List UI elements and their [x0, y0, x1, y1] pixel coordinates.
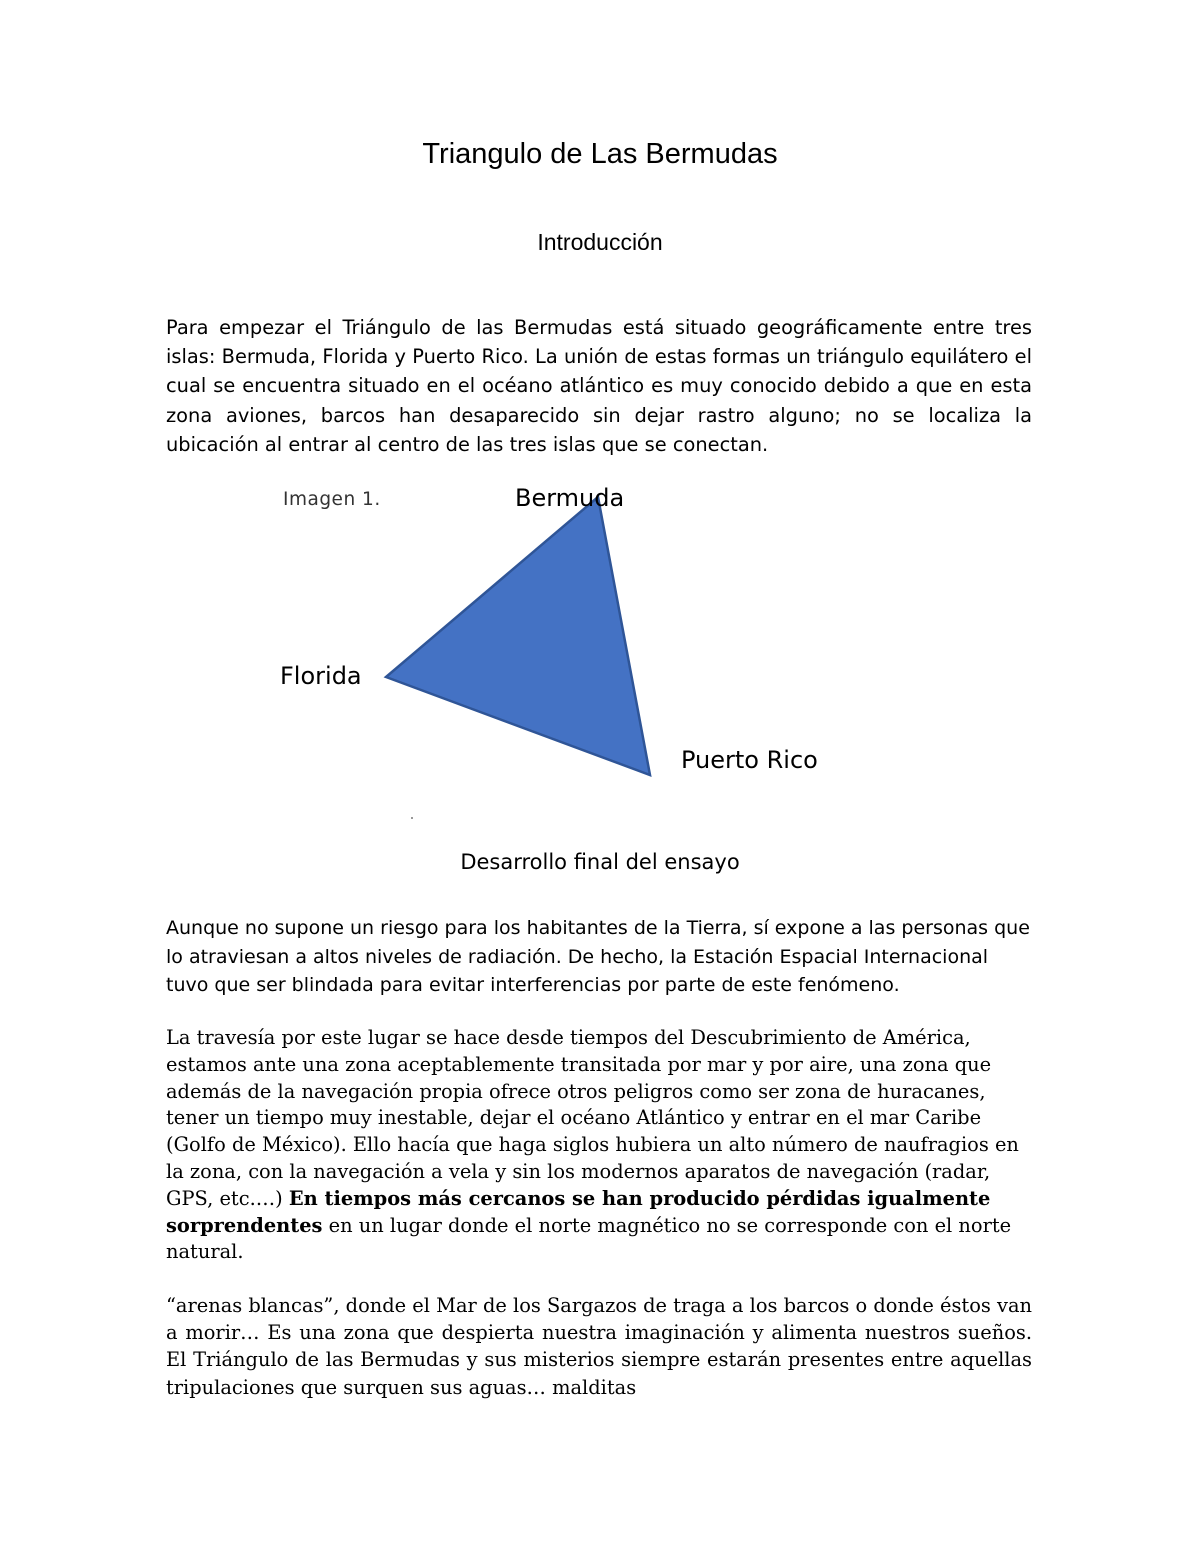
paragraph-closing: “arenas blancas”, donde el Mar de los Sargazos de traga a los barcos o donde éstos van a morir… Es una zona que despierta nuestra imaginación y alimenta nuestros sueños. El Triángulo de las Bermudas y sus misterios siempre estarán presentes entre aquellas tripulaciones que surquen sus aguas… malditas [166, 1294, 1032, 1399]
figure-caption: Imagen 1. [283, 489, 381, 510]
bermuda-triangle-shape [386, 497, 650, 775]
stray-dot [411, 817, 413, 819]
paragraph-history [166, 1025, 1032, 1266]
label-bermuda: Bermuda [515, 484, 625, 512]
introduction-heading: Introducción [537, 229, 663, 255]
paragraph-radiation: Aunque no supone un riesgo para los habitantes de la Tierra, sí expone a las personas que lo atraviesan a altos niveles de radiación. De hecho, la Estación Espacial Internacional tuvo que ser blindada para evitar interferencias por parte de este fenómeno. [166, 917, 1030, 996]
label-puerto-rico: Puerto Rico [681, 746, 818, 774]
paragraph-history-bold-text: En tiempos más cercanos se han producido pérdidas igualmente sorprendentes [166, 1186, 991, 1237]
paragraph-history-text-end: en un lugar donde el norte magnético no se corresponde con el norte natural. [166, 1213, 1012, 1264]
intro-paragraph: Para empezar el Triángulo de las Bermudas está situado geográficamente entre tres islas: Bermuda, Florida y Puerto Rico. La unión de estas formas un triángulo equilátero el cual se encuentra situado en el océano atlántico es muy conocido debido a que en esta zona aviones, barcos han desaparecido sin dejar rastro alguno; no se localiza la ubicación al entrar al centro de las tres islas que se conectan. [166, 316, 1032, 456]
paragraph-history-text-start: La travesía por este lugar se hace desde tiempos del Descubrimiento de América, estamos ante una zona aceptablemente transitada por mar y por aire, una zona que además de la navegación propia ofrece otros peligros como ser zona de huracanes, tener un tiempo muy inestable, dejar el océano Atlántico y entrar en el mar Caribe (Golfo de México). Ello hacía que haga siglos hubiera un alto número de naufragios en la zona, con la navegación a vela y sin los modernos aparatos de navegación (radar, GPS, etc.…) [166, 1026, 1019, 1210]
label-florida: Florida [280, 662, 362, 690]
document-title: Triangulo de Las Bermudas [422, 138, 778, 170]
section-heading: Desarrollo final del ensayo [460, 850, 740, 874]
